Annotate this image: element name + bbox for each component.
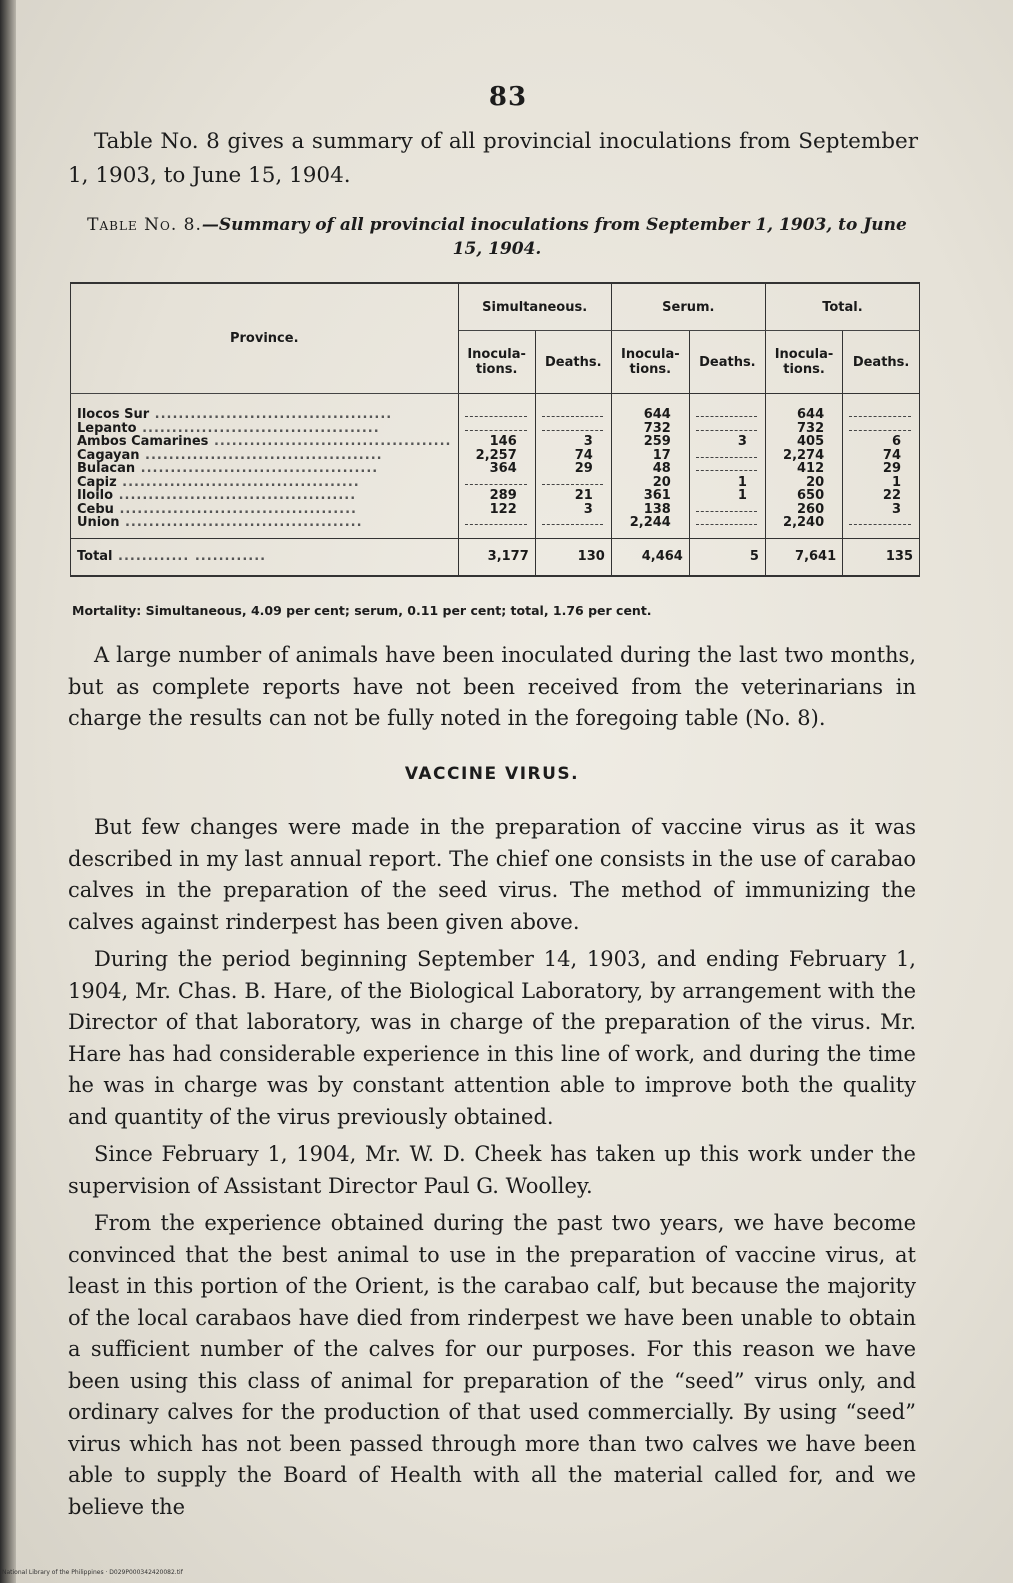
province-name-column <box>71 394 459 539</box>
empty-cell-dash <box>465 408 517 422</box>
total-sim-inoculations: 3,177 <box>458 538 535 576</box>
table-cell: 74 <box>574 447 593 463</box>
empty-cell-dash <box>465 516 517 530</box>
empty-cell-dash <box>849 422 901 436</box>
province-row-label: Ilocos Sur ........................................ <box>77 408 393 422</box>
simultaneous-header: Simultaneous. <box>458 283 611 331</box>
total-tot-inoculations: 7,641 <box>765 538 842 576</box>
ser-inoculations-header: Inocula-tions. <box>611 331 689 394</box>
table-cell: 364 <box>489 461 517 476</box>
document-page <box>16 0 1013 1583</box>
table-caption-title: —Summary of all provincial inoculations from September 1, 1903, to June 15, 1904. <box>201 215 907 259</box>
table-cell: 1 <box>737 488 747 503</box>
paragraph: From the experience obtained during the past two years, we have become convinced that the best animal to use in the preparation of vaccine virus, at least in this portion of the Orient, is the carabao calf, but because the majority of the local carabaos have died from rinderpest we have been unable to obtain a sufficient number of the calves for our purposes. For this reason we have been using this class of animal for preparation of the “seed” virus only, and ordinary calves for the production of that used commercially. By using “seed” virus which has not been passed through more than two calves we have been able to supply the Board of Health with all the material called for, and we believe the <box>68 1211 916 1519</box>
empty-cell-dash <box>465 422 517 436</box>
table-cell: 20 <box>652 474 671 490</box>
empty-cell-dash <box>696 503 747 517</box>
paragraph: A large number of animals have been inoculated during the last two months, but as complete reports have not been received from the veterinarians in charge the results can not be fully noted in the foregoing table (No. 8). <box>68 643 916 730</box>
province-row-label: Lepanto ........................................ <box>77 421 380 435</box>
ser-deaths-header: Deaths. <box>689 331 765 394</box>
empty-cell-dash <box>696 516 747 530</box>
table-cell: 21 <box>574 488 593 503</box>
table-cell: 644 <box>643 407 671 422</box>
table-cell: 732 <box>643 420 671 436</box>
province-name: Cebu <box>77 502 114 516</box>
section-heading: VACCINE VIRUS. <box>404 764 580 784</box>
table-cell: 2,240 <box>783 515 825 530</box>
serum-header: Serum. <box>611 283 765 331</box>
total-ser-inoculations: 4,464 <box>611 538 689 576</box>
table-cell: 74 <box>882 447 901 463</box>
table-cell: 412 <box>797 461 825 476</box>
empty-cell-dash <box>849 516 901 530</box>
scan-footer-stamp: National Library of the Philippines · D029P000342420082.tif <box>2 1569 183 1576</box>
table-cell: 17 <box>652 447 671 463</box>
total-label-cell: Total ............ ............ <box>71 538 459 576</box>
intro-paragraph: Table No. 8 gives a summary of all provincial inoculations from September 1, 1903, to June 15, 1904. <box>68 129 918 188</box>
province-name: Iloilo <box>77 489 114 503</box>
table-cell: 29 <box>574 461 593 476</box>
tot-inoculations-header: Inocula-tions. <box>765 331 842 394</box>
table-cell: 122 <box>489 501 517 517</box>
total-sim-deaths: 130 <box>535 538 611 576</box>
paragraph: Since February 1, 1904, Mr. W. D. Cheek has taken up this work under the supervision of Assistant Director Paul G. Woolley. <box>68 1142 916 1198</box>
book-spine-shadow <box>0 0 16 1583</box>
page-number: 83 <box>488 82 528 112</box>
table-cell: 3 <box>737 434 747 449</box>
paragraph: During the period beginning September 14, 1903, and ending February 1, 1904, Mr. Chas. B. Hare, of the Biological Laboratory, by arrangement with the Director of that laboratory, was in charge of the preparation of the virus. Mr. Hare has had considerable experience in this line of work, and during the time he was in charge was by constant attention able to improve both the quality and quantity of the virus previously obtained. <box>68 947 916 1129</box>
province-name: Cagayan <box>77 448 140 462</box>
total-ser-deaths: 5 <box>689 538 765 576</box>
empty-cell-dash <box>696 449 747 463</box>
table-cell: 650 <box>797 488 825 503</box>
table-cell: 138 <box>643 501 671 517</box>
tot-deaths-column <box>843 394 920 539</box>
province-row-label: Cebu ........................................ <box>77 502 357 516</box>
sim-inoculations-header: Inocula-tions. <box>458 331 535 394</box>
table-cell: 3 <box>891 501 901 517</box>
table-cell: 20 <box>806 474 825 490</box>
empty-cell-dash <box>542 408 593 422</box>
sim-inoculations-column <box>458 394 535 539</box>
province-name: Capiz <box>77 475 117 489</box>
table-cell: 1 <box>891 474 901 490</box>
province-name: Ambos Camarines <box>77 435 209 449</box>
table-cell: 146 <box>489 434 517 449</box>
total-label: Total <box>77 549 113 564</box>
table-cell: 3 <box>583 501 593 517</box>
total-header: Total. <box>765 283 919 331</box>
empty-cell-dash <box>696 422 747 436</box>
table-cell: 29 <box>882 461 901 476</box>
table-cell: 361 <box>643 488 671 503</box>
empty-cell-dash <box>465 476 517 490</box>
table-cell: 2,244 <box>629 515 671 530</box>
empty-cell-dash <box>542 422 593 436</box>
table-cell: 260 <box>797 501 825 517</box>
table-cell: 3 <box>583 434 593 449</box>
empty-cell-dash <box>696 462 747 476</box>
ser-deaths-column <box>689 394 765 539</box>
mortality-note: Mortality: Simultaneous, 4.09 per cent; serum, 0.11 per cent; total, 1.76 per cent. <box>72 603 652 618</box>
table-cell: 48 <box>652 461 671 476</box>
table-cell: 259 <box>643 434 671 449</box>
province-row-label: Ambos Camarines ........................................ <box>77 435 452 449</box>
empty-cell-dash <box>696 408 747 422</box>
total-tot-deaths: 135 <box>843 538 920 576</box>
table-cell: 2,257 <box>475 447 517 463</box>
table-cell: 289 <box>489 488 517 503</box>
province-row-label: Union ........................................ <box>77 516 363 530</box>
province-name: Bulacan <box>77 462 136 476</box>
province-name: Ilocos Sur <box>77 408 150 422</box>
table-caption <box>72 213 922 261</box>
table-cell: 732 <box>797 420 825 436</box>
tot-inoculations-column <box>765 394 842 539</box>
paragraph: But few changes were made in the preparation of vaccine virus as it was described in my last annual report. The chief one consists in the use of carabao calves in the preparation of the seed virus. The method of immunizing the calves against rinderpest has been given above. <box>68 815 916 934</box>
province-column-header: Province. <box>71 283 459 394</box>
table-cell: 644 <box>797 407 825 422</box>
empty-cell-dash <box>542 476 593 490</box>
sim-deaths-header: Deaths. <box>535 331 611 394</box>
body-section-1 <box>68 640 916 741</box>
province-row-label: Capiz ........................................ <box>77 475 360 489</box>
empty-cell-dash <box>542 516 593 530</box>
table-cell: 6 <box>891 434 901 449</box>
table-caption-label: Table No. 8. <box>87 215 202 235</box>
total-row <box>71 538 920 576</box>
table-cell: 1 <box>737 474 747 490</box>
province-row-label: Bulacan ........................................ <box>77 462 379 476</box>
tot-deaths-header: Deaths. <box>843 331 920 394</box>
province-name: Union <box>77 516 120 530</box>
table-cell: 22 <box>882 488 901 503</box>
sim-deaths-column <box>535 394 611 539</box>
province-name: Lepanto <box>77 421 137 435</box>
ser-inoculations-column <box>611 394 689 539</box>
table-cell: 2,274 <box>783 447 825 463</box>
body-section-2 <box>68 812 916 1529</box>
province-row-label: Iloilo ........................................ <box>77 489 357 503</box>
empty-cell-dash <box>849 408 901 422</box>
inoculation-summary-table <box>70 282 920 577</box>
province-row-label: Cagayan ........................................ <box>77 448 383 462</box>
table-cell: 405 <box>797 434 825 449</box>
